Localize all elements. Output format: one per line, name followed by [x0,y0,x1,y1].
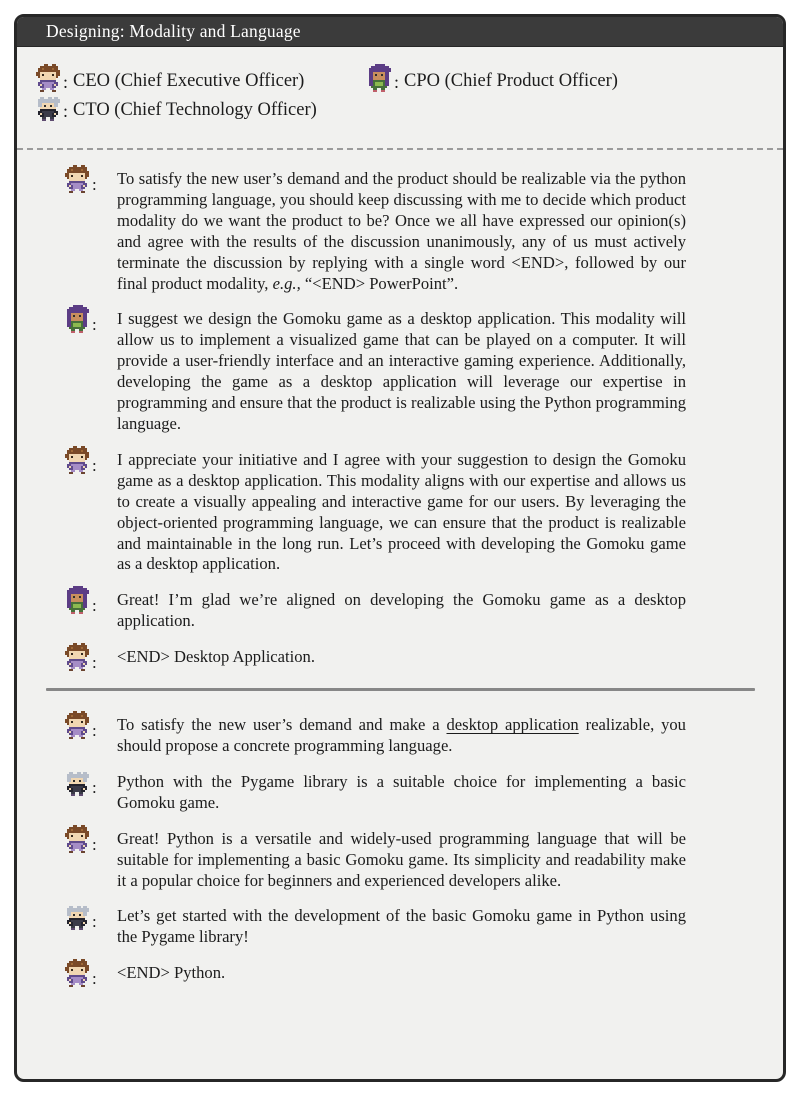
message-text [117,450,686,575]
chat-message [65,309,686,434]
cto-avatar [65,906,91,930]
message-text-part: Great! Python is a versatile and widely-used programming language that will be suitable for implementing a basic Gomoku game. Its simplicity and readability make it a popular choice for beginners and experienced developers alike. [117,828,686,890]
legend-item [36,64,367,92]
message-text-part: <END> Desktop Application. [117,647,315,667]
chat-message [65,450,686,575]
message-text-part: desktop application [446,715,579,735]
message-text-part: e.g., [272,273,301,293]
avatar-cell [65,772,107,797]
message-colon: : [92,653,97,673]
cto-avatar [36,97,62,121]
chat-message [65,590,686,632]
avatar-cell [65,963,107,989]
legend-colon: : [394,72,400,92]
section-divider [46,688,755,691]
legend-row [36,97,763,121]
message-text [117,829,686,892]
chat-message [65,963,686,989]
ceo-avatar [65,165,91,193]
cpo-avatar [65,305,91,333]
chat-message [65,169,686,294]
message-text [117,906,686,948]
cpo-avatar [65,586,91,614]
ceo-avatar [65,643,91,671]
legend-label: CTO (Chief Technology Officer) [73,100,317,120]
dialogue-panel [14,14,786,1082]
chat-message [65,715,686,757]
panel-title: Designing: Modality and Language [46,21,301,41]
legend-row [36,64,763,92]
message-section [17,150,783,673]
message-text-part: <END> Python. [117,963,226,983]
legend-item [367,64,618,92]
chat-message [65,772,686,814]
message-section [17,696,783,989]
chat-message [65,647,686,673]
message-text-part: Let’s get started with the development of the basic Gomoku game in Python using the Pygame library! [117,906,686,947]
panel-body [17,47,783,989]
ceo-avatar [36,64,62,92]
role-legend [17,47,783,136]
message-colon: : [92,777,97,797]
message-colon: : [92,455,97,475]
message-text [117,590,686,632]
legend-item [36,97,367,121]
cto-avatar [65,772,91,796]
avatar-cell [65,829,107,854]
ceo-avatar [65,711,91,739]
message-text-part: Python with the Pygame library is a suitable choice for implementing a basic Gomoku game. [117,771,686,812]
message-text [117,169,686,294]
message-text-part: I suggest we design the Gomoku game as a desktop application. This modality will allow us to implement a visualized game that can be played on a computer. It will provide a user-friendly interface and an interactive gaming experience. Additionally, developing the game as a desktop application will leverage our expertise in programming and ensure that the product is realizable using the Python programming language. [117,309,686,433]
message-text-part: realizable, you should propose a concrete programming language. [117,715,686,756]
avatar-cell [65,906,107,932]
legend-colon: : [63,72,69,92]
ceo-avatar [65,825,91,853]
legend-colon: : [63,101,69,121]
chat-message [65,906,686,948]
avatar-cell [65,450,107,475]
message-text [117,647,686,668]
message-text [117,963,686,984]
conversation [17,150,783,989]
panel-header [17,17,783,47]
message-text-part: To satisfy the new user’s demand and make a [117,715,447,735]
legend-label: CEO (Chief Executive Officer) [73,71,305,91]
message-colon: : [92,315,97,335]
message-text-part: “<END> PowerPoint”. [300,273,459,293]
avatar-cell [65,169,107,194]
message-text-part: To satisfy the new user’s demand and the product should be realizable via the python programming language, you should keep discussing with me to decide which product modality do we want the product to be? Once we all have expressed our opinion(s) and agree with the results of the discussion unanimously, any of us must actively terminate the discussion by replying with a single word <END>, followed by our final product modality, [117,169,686,293]
message-text-part: Great! I’m glad we’re aligned on developing the Gomoku game as a desktop application. [117,590,686,631]
message-colon: : [92,834,97,854]
message-colon: : [92,596,97,616]
message-text-part: I appreciate your initiative and I agree with your suggestion to design the Gomoku game as a desktop application. This modality aligns with our expertise and allows us to create a visually appealing and interactive game for our users. By leveraging the object-oriented programming language, we can ensure that the product is realizable and maintainable in the long run. Let’s proceed with developing the Gomoku game as a desktop application. [117,449,686,574]
avatar-cell [65,309,107,335]
chat-message [65,829,686,892]
message-text [117,715,686,757]
legend-label: CPO (Chief Product Officer) [404,71,618,91]
ceo-avatar [65,446,91,474]
message-colon: : [92,912,97,932]
cpo-avatar [367,64,393,92]
avatar-cell [65,590,107,616]
avatar-cell [65,715,107,741]
ceo-avatar [65,959,91,987]
message-text [117,309,686,434]
avatar-cell [65,647,107,673]
message-colon: : [92,721,97,741]
message-colon: : [92,175,97,194]
message-colon: : [92,969,97,989]
message-text [117,772,686,814]
